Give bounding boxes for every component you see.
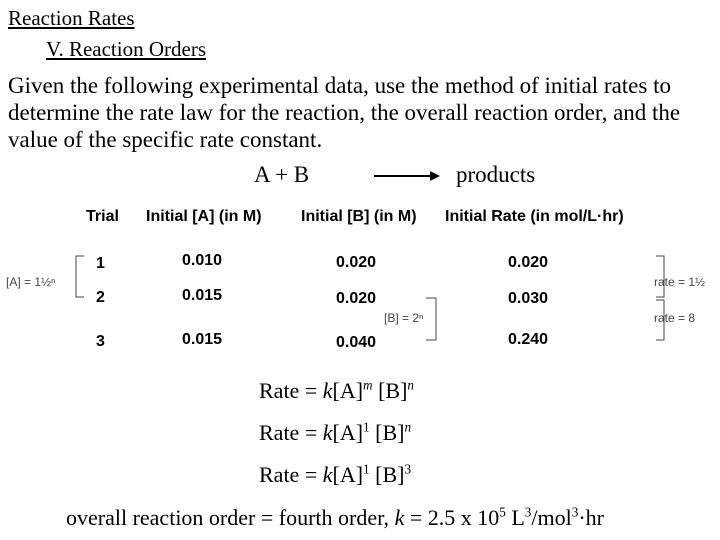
- intro-line-1: Given the following experimental data, use the method of initial rates to: [8, 73, 671, 98]
- row-1-b: 0.020: [336, 254, 377, 271]
- row-1-a: 0.010: [182, 252, 223, 269]
- header-initial-a: Initial [A] (in M): [146, 208, 262, 225]
- row-3-b: 0.040: [336, 334, 377, 351]
- row-3-rate: 0.240: [508, 331, 549, 348]
- subtitle: V. Reaction Orders: [46, 37, 206, 61]
- rate-law-final: Rate = $k[A]^1$ $[B]^3$: [259, 461, 412, 487]
- intro-line-3: value of the specific rate constant.: [8, 127, 323, 152]
- header-initial-rate: Initial Rate (in mol/L·hr): [445, 208, 624, 225]
- rate-law-step-2: Rate = $k[A]^1$ $[B]^n$: [259, 419, 412, 445]
- products: products: [456, 162, 536, 187]
- row-1-trial: 1: [96, 255, 105, 272]
- row-2-rate: 0.030: [508, 290, 549, 307]
- row-1-rate: 0.020: [508, 254, 549, 271]
- conclusion: overall reaction order = fourth order, k = 2.5 x $10^5$ $L^3/mol^3\cdot hr$: [66, 504, 604, 530]
- rate-law-general: Rate = $k[A]^m$ $[B]^n$: [259, 377, 414, 403]
- a-ratio-note: [A] = 1½ⁿ: [6, 275, 56, 289]
- rate-ratio-note-2: rate = 8: [654, 311, 696, 325]
- title: Reaction Rates: [8, 6, 135, 30]
- rate-ratio-note-1: rate = 1½: [654, 275, 706, 289]
- reactants: A + B: [254, 162, 310, 187]
- header-initial-b: Initial [B] (in M): [301, 208, 417, 225]
- row-2-trial: 2: [96, 289, 105, 306]
- row-3-a: 0.015: [182, 331, 223, 348]
- header-trial: Trial: [86, 208, 119, 225]
- row-3-trial: 3: [96, 333, 105, 350]
- intro-line-2: determine the rate law for the reaction, the overall reaction order, and the: [8, 100, 681, 125]
- b-ratio-note: [B] = 2ⁿ: [384, 311, 424, 325]
- row-2-b: 0.020: [336, 290, 377, 307]
- row-2-a: 0.015: [182, 287, 223, 304]
